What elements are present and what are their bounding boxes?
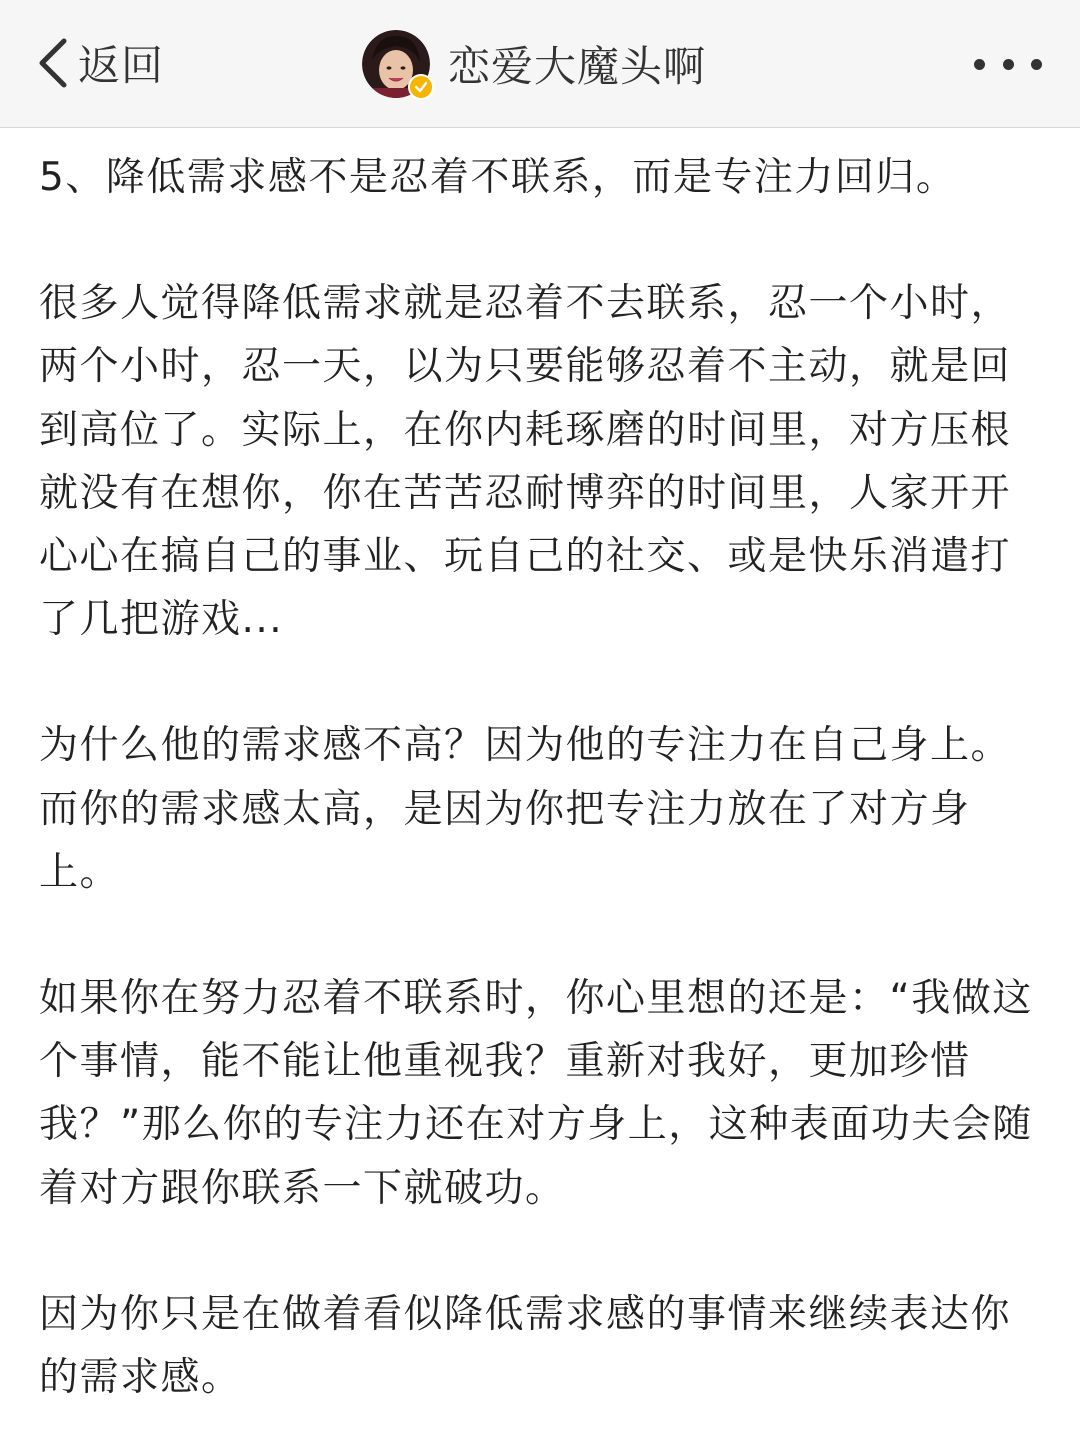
article-paragraph: 很多人觉得降低需求就是忍着不去联系，忍一个小时，两个小时，忍一天，以为只要能够忍着不主动，就是回到高位了。实际上，在你内耗琢磨的时间里，对方压根就没有在想你，你在苦苦忍耐博弈的时间里，人家开开心心在搞自己的事业、玩自己的社交、或是快乐消遣打了几把游戏...	[39, 281, 1012, 643]
paragraph-spacer	[39, 651, 1039, 714]
more-dot-icon	[1031, 59, 1042, 70]
back-label: 返回	[78, 41, 165, 90]
top-nav-bar	[0, 0, 1080, 128]
article-paragraph: 为什么他的需求感不高？因为他的专注力在自己身上。而你的需求感太高，是因为你把专注力放在了对方身上。	[39, 723, 1012, 895]
username[interactable]: 恋爱大魔头啊	[448, 42, 707, 91]
article-body	[39, 146, 1039, 1409]
chevron-left-icon	[34, 33, 74, 93]
article-paragraph: 如果你在努力忍着不联系时，你心里想的还是：“我做这个事情，能不能让他重视我？重新对我好，更加珍惜我？”那么你的专注力还在对方身上，这种表面功夫会随着对方跟你联系一下就破功。	[39, 976, 1033, 1211]
paragraph-spacer	[39, 209, 1039, 272]
more-dot-icon	[1003, 59, 1014, 70]
article-paragraph: 因为你只是在做着看似降低需求感的事情来继续表达你的需求感。	[39, 1291, 1012, 1401]
profile-header[interactable]	[362, 28, 706, 100]
more-options-button[interactable]	[974, 44, 1042, 84]
more-dot-icon	[974, 59, 985, 70]
verified-badge-icon	[408, 74, 434, 100]
paragraph-spacer	[39, 904, 1039, 967]
avatar[interactable]	[362, 30, 430, 98]
article-paragraph: 5、降低需求感不是忍着不联系，而是专注力回归。	[39, 155, 957, 200]
back-button[interactable]	[34, 30, 164, 96]
paragraph-spacer	[39, 1220, 1039, 1283]
